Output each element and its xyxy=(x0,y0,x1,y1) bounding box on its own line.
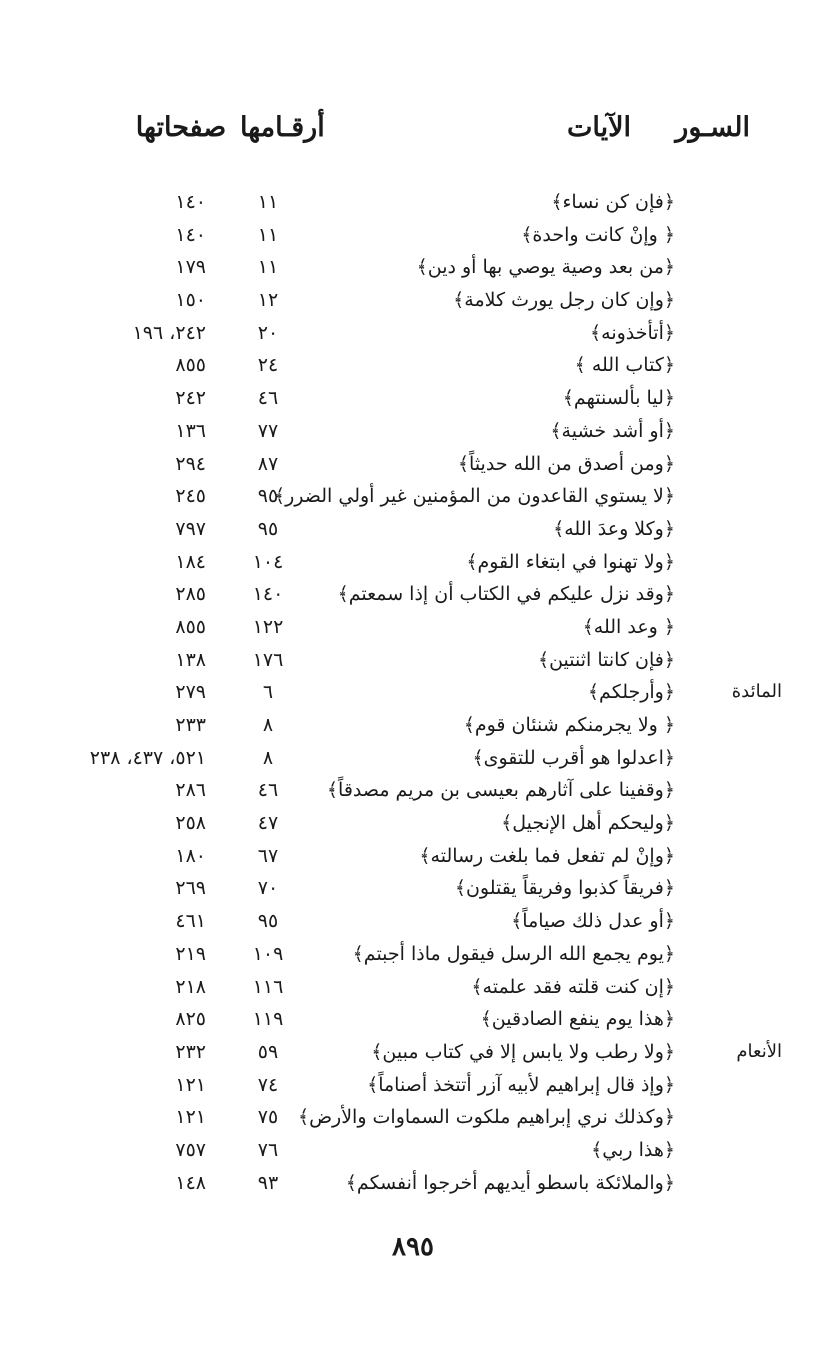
page-reference: ٢٦٩ xyxy=(175,877,206,900)
table-row xyxy=(0,971,826,1004)
ayah-text: ﴿وأرجلكم﴾ xyxy=(587,681,675,704)
table-row xyxy=(0,480,826,513)
table-row xyxy=(0,415,826,448)
surah-name xyxy=(686,971,782,1004)
surah-name xyxy=(686,513,782,546)
surah-name xyxy=(686,742,782,775)
ayat-column-header: الآيات xyxy=(566,112,631,143)
ayah-text: ﴿من بعد وصية يوصي بها أو دين﴾ xyxy=(416,256,675,279)
table-row xyxy=(0,1167,826,1200)
surah-name xyxy=(686,905,782,938)
ayah-number: ٩٣ xyxy=(257,1171,279,1194)
index-table xyxy=(0,186,826,1199)
surah-name xyxy=(686,546,782,579)
ayah-text: ﴿لا يستوي القاعدون من المؤمنين غير أولي الضرر﴾ xyxy=(274,485,675,508)
ayah-number: ١١٩ xyxy=(252,1008,284,1031)
pages-column-header: صفحاتها xyxy=(135,112,227,143)
table-row xyxy=(0,317,826,350)
table-row xyxy=(0,742,826,775)
page-reference: ٢٤٢ xyxy=(175,387,206,410)
page-reference: ١٣٨ xyxy=(175,648,206,671)
page-reference: ١٥٠ xyxy=(175,289,206,312)
table-row xyxy=(0,1101,826,1134)
ayah-number: ٤٦ xyxy=(257,387,279,410)
surah-name xyxy=(686,1069,782,1102)
ayah-text: ﴿أتأخذونه﴾ xyxy=(590,321,675,344)
ayah-number: ١١ xyxy=(257,256,279,279)
table-row xyxy=(0,546,826,579)
ayah-number: ٦٧ xyxy=(257,844,279,867)
surah-name xyxy=(686,480,782,513)
ayah-number: ٧٧ xyxy=(257,419,279,442)
ayah-text: ﴿هذا ربي﴾ xyxy=(591,1138,675,1161)
page-reference: ١٤٠ xyxy=(175,223,206,246)
ayah-number: ١١٦ xyxy=(252,975,284,998)
ayah-text: ﴿اعدلوا هو أقرب للتقوى﴾ xyxy=(472,746,675,769)
ayah-number: ١٢٢ xyxy=(252,615,284,638)
page-number: ٨٩٥ xyxy=(392,1232,434,1262)
surah-name xyxy=(686,774,782,807)
page-reference: ١٨٠ xyxy=(175,844,206,867)
ayah-number: ٩٥ xyxy=(257,485,279,508)
numbers-column-header: أرقـامها xyxy=(240,112,325,143)
page-reference: ٢٧٩ xyxy=(175,681,206,704)
surah-name xyxy=(686,317,782,350)
surah-name xyxy=(686,1003,782,1036)
ayah-text: ﴿أو عدل ذلك صياماً﴾ xyxy=(511,910,675,933)
ayah-number: ٢٤ xyxy=(257,354,279,377)
ayah-number: ٨ xyxy=(262,714,274,736)
page-reference: ١٤٠ xyxy=(175,191,206,213)
page-reference: ١٤٨ xyxy=(175,1171,206,1194)
page-reference: ١٣٦ xyxy=(175,419,206,442)
table-row xyxy=(0,774,826,807)
ayah-number: ١٤٠ xyxy=(252,583,284,606)
page-reference: ٤٦١ xyxy=(175,910,206,933)
surah-column-header: السـور xyxy=(675,112,750,143)
ayah-text: ﴿وليحكم أهل الإنجيل﴾ xyxy=(501,812,675,835)
table-row xyxy=(0,1003,826,1036)
page-reference: ٥٢١، ٤٣٧، ٢٣٨ xyxy=(89,746,206,769)
page-reference: ٢٤٥ xyxy=(175,485,206,508)
surah-name xyxy=(686,1134,782,1167)
page-reference: ٢٤٢، ١٩٦ xyxy=(132,321,206,344)
ayah-text: ﴿وإن كان رجل يورث كلامة﴾ xyxy=(453,289,675,312)
surah-name xyxy=(686,938,782,971)
page-reference: ٢٣٢ xyxy=(175,1040,206,1063)
surah-name xyxy=(686,872,782,905)
table-row xyxy=(0,186,826,219)
table-row xyxy=(0,611,826,644)
ayah-text: ﴿وقفينا على آثارهم بعيسى بن مريم مصدقاً﴾ xyxy=(326,779,675,802)
surah-name xyxy=(686,415,782,448)
ayah-text: ﴿كتاب الله ﴾ xyxy=(574,354,675,377)
page-reference: ١٢١ xyxy=(175,1106,206,1129)
page-reference: ٢١٩ xyxy=(175,942,206,965)
ayah-number: ١٢ xyxy=(257,289,279,312)
surah-name xyxy=(686,219,782,252)
page-reference: ٧٩٧ xyxy=(175,517,206,540)
surah-name: المائدة xyxy=(731,681,782,703)
table-row xyxy=(0,905,826,938)
ayah-number: ٤٧ xyxy=(257,812,279,835)
ayah-number: ٨ xyxy=(262,746,274,769)
table-row xyxy=(0,578,826,611)
ayah-text: ﴿فإن كن نساء﴾ xyxy=(551,191,675,213)
surah-name xyxy=(686,349,782,382)
ayah-text: ﴿ وإنْ كانت واحدة﴾ xyxy=(521,223,675,246)
page-reference: ٨٥٥ xyxy=(175,615,206,638)
page-reference: ٨٥٥ xyxy=(175,354,206,377)
ayah-number: ٤٦ xyxy=(257,779,279,802)
table-row xyxy=(0,382,826,415)
ayah-text: ﴿فإن كانتا اثنتين﴾ xyxy=(537,648,675,671)
table-row xyxy=(0,938,826,971)
table-row xyxy=(0,1069,826,1102)
ayah-number: ١٧٦ xyxy=(252,648,284,671)
ayah-text: ﴿ومن أصدق من الله حديثاً﴾ xyxy=(457,452,675,475)
table-row xyxy=(0,284,826,317)
page-reference: ٢٣٣ xyxy=(175,714,206,736)
page-reference: ١٧٩ xyxy=(175,256,206,279)
page-reference: ٢٩٤ xyxy=(175,452,206,475)
page-reference: ١٢١ xyxy=(175,1073,206,1096)
surah-name xyxy=(686,840,782,873)
ayah-number: ١٠٤ xyxy=(252,550,284,573)
surah-name xyxy=(686,186,782,219)
ayah-text: ﴿هذا يوم ينفع الصادقين﴾ xyxy=(480,1008,675,1031)
ayah-number: ٧٠ xyxy=(257,877,279,900)
table-row xyxy=(0,219,826,252)
surah-name xyxy=(686,807,782,840)
ayah-number: ٧٦ xyxy=(257,1138,279,1161)
surah-name xyxy=(686,644,782,677)
page-reference: ١٨٤ xyxy=(175,550,206,573)
ayah-number: ٦ xyxy=(262,681,274,704)
page-reference: ٧٥٧ xyxy=(175,1138,206,1161)
table-row xyxy=(0,840,826,873)
ayah-number: ٩٥ xyxy=(257,517,279,540)
ayah-text: ﴿ وعد الله﴾ xyxy=(582,615,675,638)
ayah-text: ﴿يوم يجمع الله الرسل فيقول ماذا أجبتم﴾ xyxy=(352,942,675,965)
surah-name xyxy=(686,611,782,644)
table-row xyxy=(0,251,826,284)
ayah-text: ﴿ولا تهنوا في ابتغاء القوم﴾ xyxy=(466,550,675,573)
surah-name xyxy=(686,1167,782,1200)
ayah-number: ٧٥ xyxy=(257,1106,279,1129)
page-reference: ٨٢٥ xyxy=(175,1008,206,1031)
surah-name xyxy=(686,382,782,415)
ayah-text: ﴿والملائكة باسطو أيديهم أخرجوا أنفسكم﴾ xyxy=(345,1171,675,1194)
table-row xyxy=(0,448,826,481)
ayah-text: ﴿ولا رطب ولا يابس إلا في كتاب مبين﴾ xyxy=(371,1040,675,1063)
table-row xyxy=(0,709,826,742)
surah-name: الأنعام xyxy=(736,1040,782,1062)
ayah-text: ﴿فريقاً كذبوا وفريقاً يقتلون﴾ xyxy=(454,877,675,900)
ayah-text: ﴿وإذ قال إبراهيم لأبيه آزر أتتخذ أصناماً﴾ xyxy=(367,1073,675,1096)
ayah-number: ١١ xyxy=(257,223,279,246)
surah-name xyxy=(686,448,782,481)
ayah-text: ﴿ليا بألسنتهم﴾ xyxy=(562,387,675,410)
ayah-number: ٨٧ xyxy=(257,452,279,475)
surah-name xyxy=(686,578,782,611)
table-row xyxy=(0,676,826,709)
ayah-text: ﴿وكلا وعدَ الله﴾ xyxy=(553,517,675,540)
table-row xyxy=(0,872,826,905)
surah-name xyxy=(686,251,782,284)
ayah-number: ٢٠ xyxy=(257,321,279,344)
ayah-text: ﴿وإنْ لم تفعل فما بلغت رسالته﴾ xyxy=(419,844,675,867)
table-row xyxy=(0,1036,826,1069)
ayah-number: ٧٤ xyxy=(257,1073,279,1096)
table-row xyxy=(0,349,826,382)
surah-name xyxy=(686,284,782,317)
table-row xyxy=(0,513,826,546)
surah-name xyxy=(686,1101,782,1134)
table-row xyxy=(0,1134,826,1167)
ayah-text: ﴿أو أشد خشية﴾ xyxy=(550,419,675,442)
surah-name xyxy=(686,709,782,742)
page-reference: ٢٨٦ xyxy=(175,779,206,802)
ayah-text: ﴿وقد نزل عليكم في الكتاب أن إذا سمعتم﴾ xyxy=(337,583,675,606)
ayah-number: ١٠٩ xyxy=(252,942,284,965)
ayah-number: ٩٥ xyxy=(257,910,279,933)
ayah-number: ٥٩ xyxy=(257,1040,279,1063)
ayah-text: ﴿وكذلك نري إبراهيم ملكوت السماوات والأرض﴾ xyxy=(297,1106,675,1129)
ayah-text: ﴿ ولا يجرمنكم شنئان قوم﴾ xyxy=(463,714,675,736)
ayah-text: ﴿إن كنت قلته فقد علمته﴾ xyxy=(471,975,675,998)
page-reference: ٢١٨ xyxy=(175,975,206,998)
page-reference: ٢٥٨ xyxy=(175,812,206,835)
table-row xyxy=(0,807,826,840)
table-row xyxy=(0,644,826,677)
ayah-number: ١١ xyxy=(257,191,279,213)
page-reference: ٢٨٥ xyxy=(175,583,206,606)
